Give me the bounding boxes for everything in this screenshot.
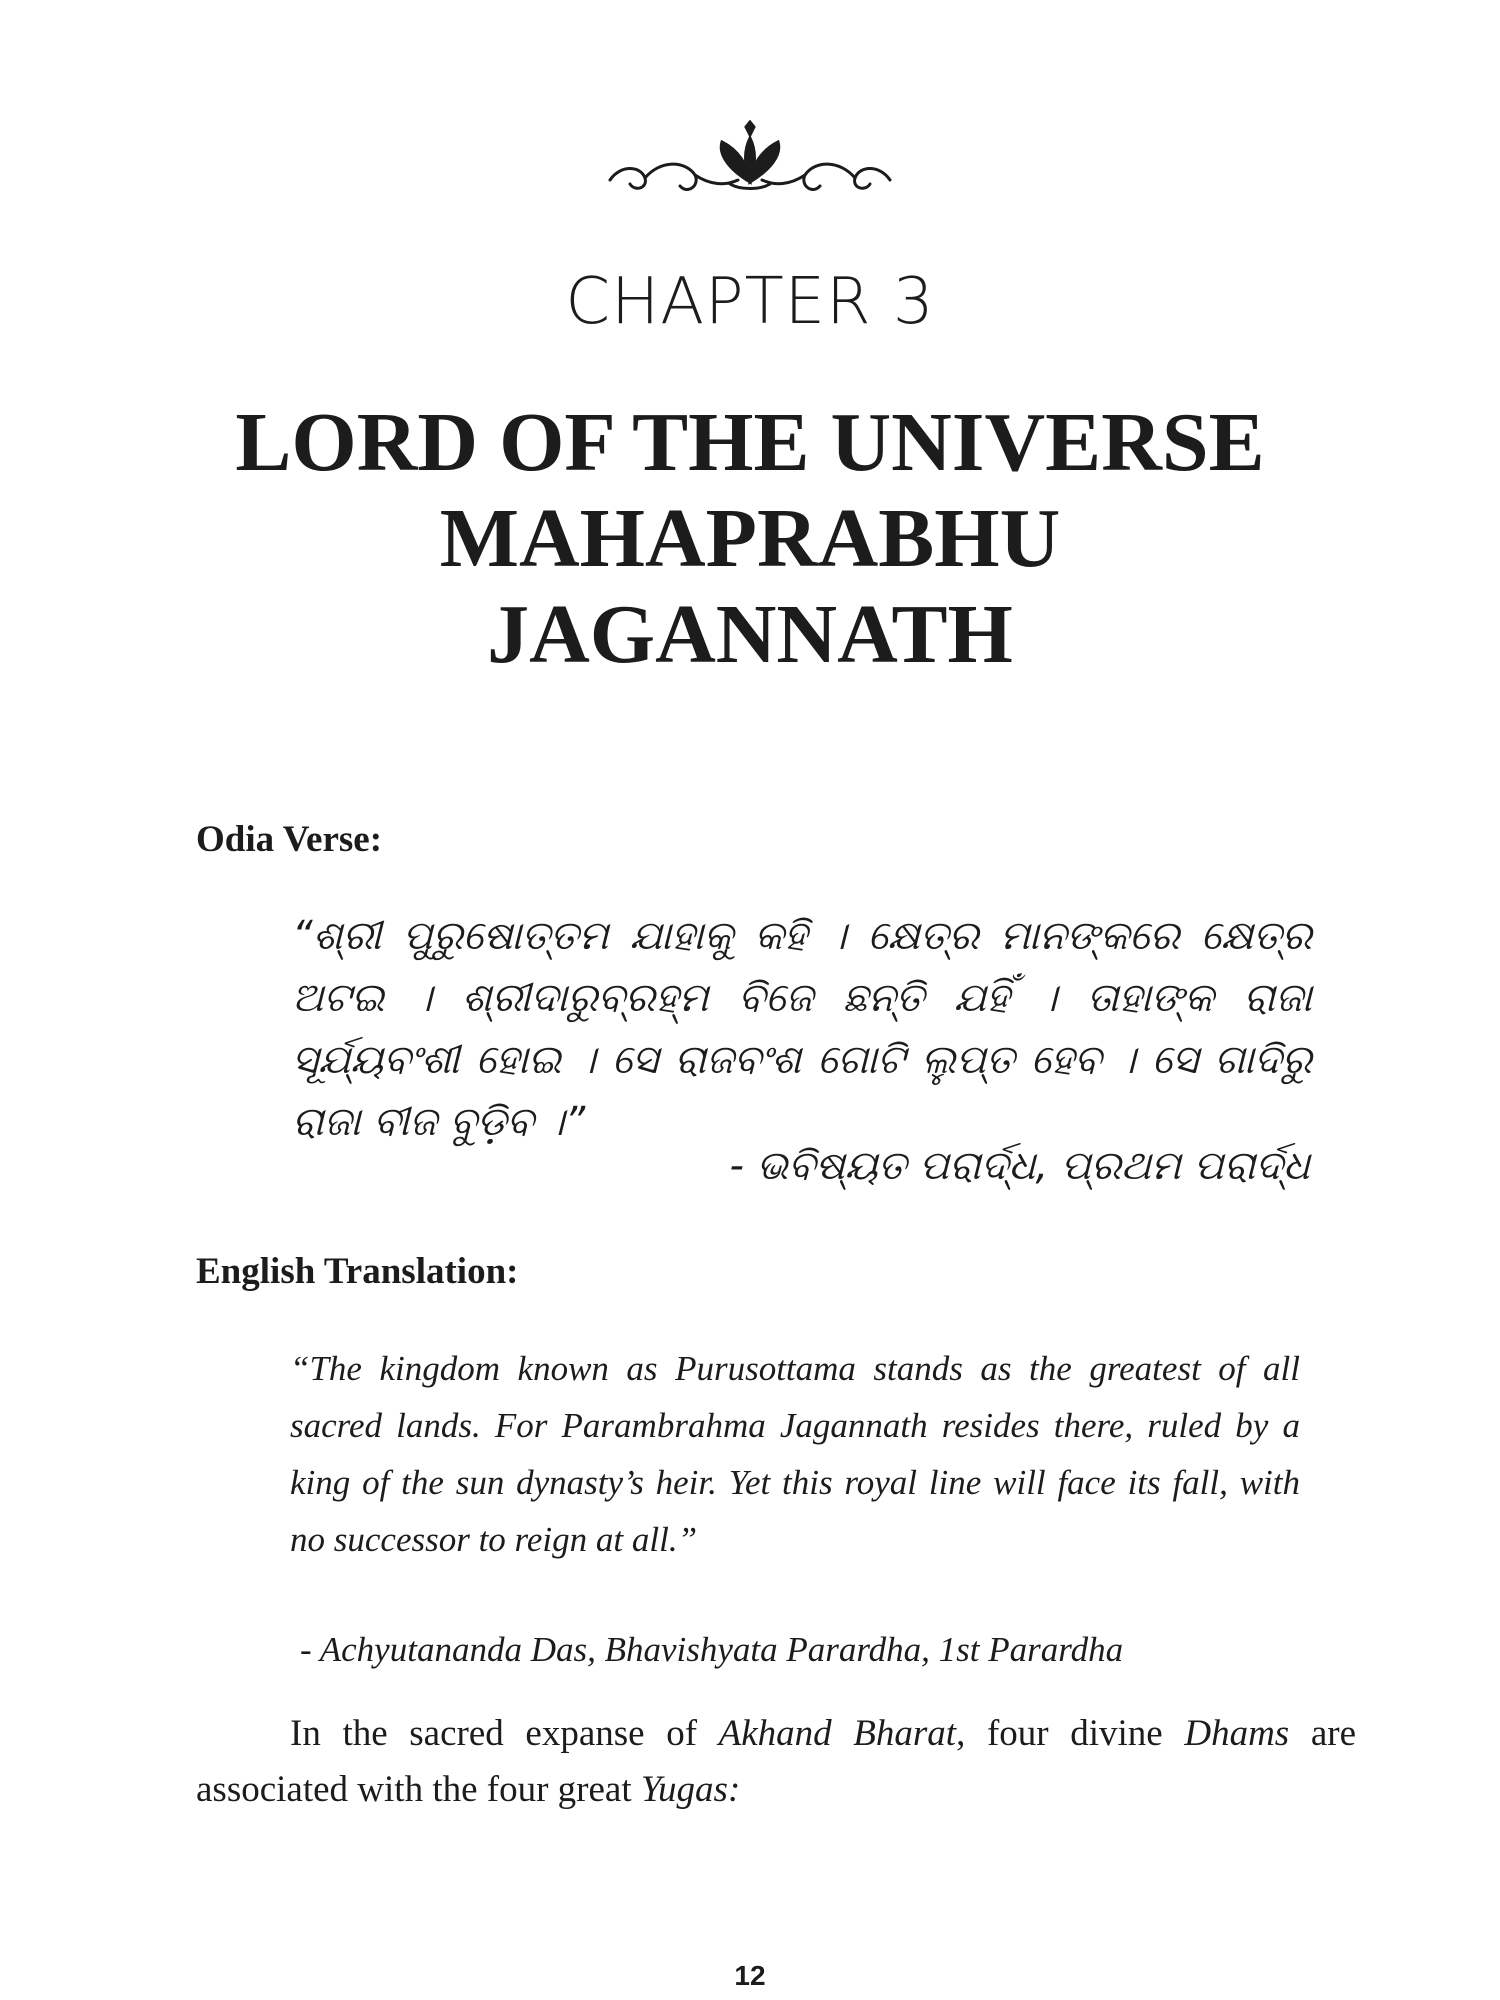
odia-verse-heading: Odia Verse: [196, 819, 383, 860]
chapter-label: CHAPTER 3 [565, 265, 935, 339]
chapter-title-line-3: JAGANNATH [487, 588, 1013, 681]
odia-verse-attribution: - ଭବିଷ୍ୟତ ପରାର୍ଦ୍ଧ, ପ୍ରଥମ ପରାର୍ଦ୍ଧ [729, 1143, 1310, 1189]
page-number: 12 [734, 1960, 766, 1991]
odia-verse-text: “ଶ୍ରୀ ପୁରୁଷୋତ୍ତମ ଯାହାକୁ କହି । କ୍ଷେତ୍ର ମାନଙ୍କରେ କ୍ଷେତ୍ର ଅଟଇ । ଶ୍ରୀଦାରୁବ୍ରହ୍ମ ବିଜେ ଛନ୍ତି ଯହିଁ । ତାହାଙ୍କ ରାଜା ସୂର୍ଯ୍ୟବଂଶୀ ହୋଇ । ସେ ରାଜବଂଶ ଗୋଟି ଲୁପ୍ତ ହେବ । ସେ ଗାଦିରୁ ରାଜା ବୀଜ ବୁଡ଼ିବ ।” [292, 913, 1312, 1145]
english-verse-attribution: - Achyutananda Das, Bhavishyata Parardha, 1st Parardha [300, 1630, 1124, 1669]
floral-ornament-icon [600, 120, 900, 210]
body-text-1: In the sacred expanse of [290, 1713, 719, 1754]
body-emphasis-akhand-bharat: Akhand Bharat [718, 1713, 957, 1754]
chapter-title-line-1: LORD OF THE UNIVERSE [235, 396, 1265, 489]
english-translation-heading: English Translation: [196, 1251, 519, 1292]
body-paragraph [196, 1706, 1356, 1818]
body-emphasis-dhams: Dhams [1184, 1713, 1290, 1754]
english-verse-text: “The kingdom known as Purusottama stands as the greatest of all sacred lands. For Parambrahma Jagannath resides there, ruled by a king of the sun dynasty’s heir. Yet this royal line will face its fall, with no successor to reign at all.” [290, 1349, 1300, 1559]
body-text-2: , four divine [956, 1713, 1185, 1754]
chapter-title-line-2: MAHAPRABHU [439, 492, 1061, 585]
body-emphasis-yugas: Yugas: [640, 1769, 741, 1810]
chapter-title [150, 395, 1350, 683]
body-text-3: are associated with the four great [196, 1713, 1356, 1810]
